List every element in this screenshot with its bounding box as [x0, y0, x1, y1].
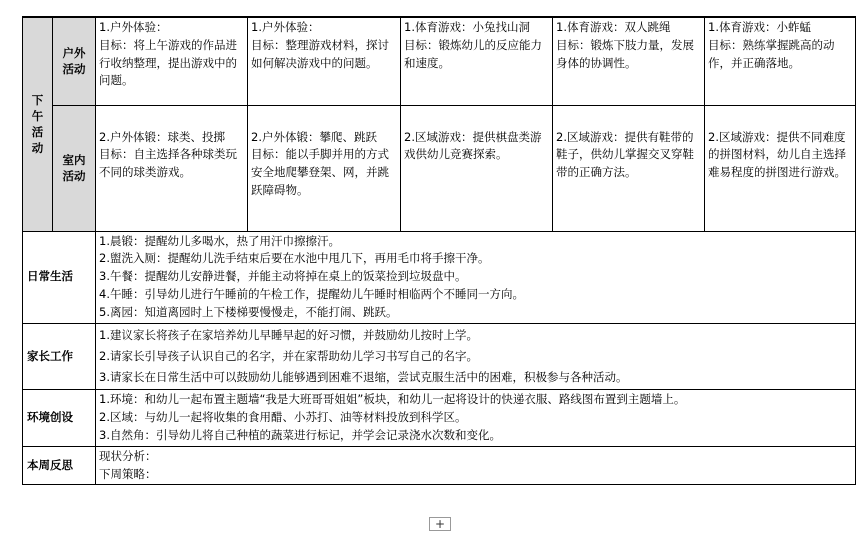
environment-content: 1.环境：和幼儿一起布置主题墙“我是大班哥哥姐姐”板块，和幼儿一起将设计的快递衣服、路线图布置到主题墙上。 2.区域：与幼儿一起将收集的食用醋、小苏打、油等材料投放到科学区。 3.自然角：引导幼儿将自己种植的蔬菜进行标记，并学会记录浇水次数和变化。	[96, 390, 856, 446]
indoor-cell-thu: 2.区域游戏：提供有鞋带的鞋子，供幼儿掌握交叉穿鞋带的正确方法。	[553, 105, 705, 231]
weekly-plan-table	[22, 16, 856, 485]
reflection-row	[23, 446, 856, 485]
outdoor-activity-label: 户外 活动	[53, 17, 96, 105]
outdoor-cell-mon: 1.户外体验： 目标：将上午游戏的作品进行收纳整理，提出游戏中的问题。	[96, 17, 248, 105]
environment-row	[23, 390, 856, 446]
parents-work-content: 1.建议家长将孩子在家培养幼儿早睡早起的好习惯，并鼓励幼儿按时上学。 2.请家长引导孩子认识自己的名字，并在家帮助幼儿学习书写自己的名字。 3.请家长在日常生活中可以鼓励幼儿能够遇到困难不退缩，尝试克服生活中的困难，积极参与各种活动。	[96, 323, 856, 390]
afternoon-section-label: 下 午 活 动	[23, 17, 53, 231]
environment-label: 环境创设	[23, 390, 96, 446]
daily-life-content: 1.晨锻：提醒幼儿多喝水，热了用汗巾擦擦汗。 2.盥洗入厕：提醒幼儿洗手结束后要在水池中甩几下，再用毛巾将手擦干净。 3.午餐：提醒幼儿安静进餐，并能主动将掉在桌上的饭菜捡到垃圾盘中。 4.午睡：引导幼儿进行午睡前的午检工作，提醒幼儿午睡时相临两个不睡同一方向。 5.离园：知道离园时上下楼梯要慢慢走，不能打闹、跳跃。	[96, 231, 856, 323]
add-row-button[interactable]: +	[429, 517, 451, 531]
indoor-activity-label: 室内 活动	[53, 105, 96, 231]
outdoor-cell-fri: 1.体育游戏：小蚱蜢 目标：熟练掌握跳高的动作，并正确落地。	[705, 17, 856, 105]
parents-work-label: 家长工作	[23, 323, 96, 390]
reflection-label: 本周反思	[23, 446, 96, 485]
daily-life-row	[23, 231, 856, 323]
outdoor-cell-thu: 1.体育游戏：双人跳绳 目标：锻炼下肢力量，发展身体的协调性。	[553, 17, 705, 105]
indoor-cell-fri: 2.区域游戏：提供不同难度的拼图材料，幼儿自主选择难易程度的拼图进行游戏。	[705, 105, 856, 231]
outdoor-cell-wed: 1.体育游戏：小兔找山洞 目标：锻炼幼儿的反应能力和速度。	[401, 17, 553, 105]
parents-work-row	[23, 323, 856, 390]
daily-life-label: 日常生活	[23, 231, 96, 323]
indoor-cell-mon: 2.户外体锻：球类、投掷 目标：自主选择各种球类玩不同的球类游戏。	[96, 105, 248, 231]
indoor-cell-wed: 2.区域游戏：提供棋盘类游戏供幼儿竞赛探索。	[401, 105, 553, 231]
indoor-cell-tue: 2.户外体锻：攀爬、跳跃 目标：能以手脚并用的方式安全地爬攀登架、网，并跳跃障碍物。	[248, 105, 401, 231]
outdoor-activity-row	[23, 17, 856, 105]
reflection-content: 现状分析： 下周策略：	[96, 446, 856, 485]
indoor-activity-row	[23, 105, 856, 231]
outdoor-cell-tue: 1.户外体验： 目标：整理游戏材料，探讨如何解决游戏中的问题。	[248, 17, 401, 105]
